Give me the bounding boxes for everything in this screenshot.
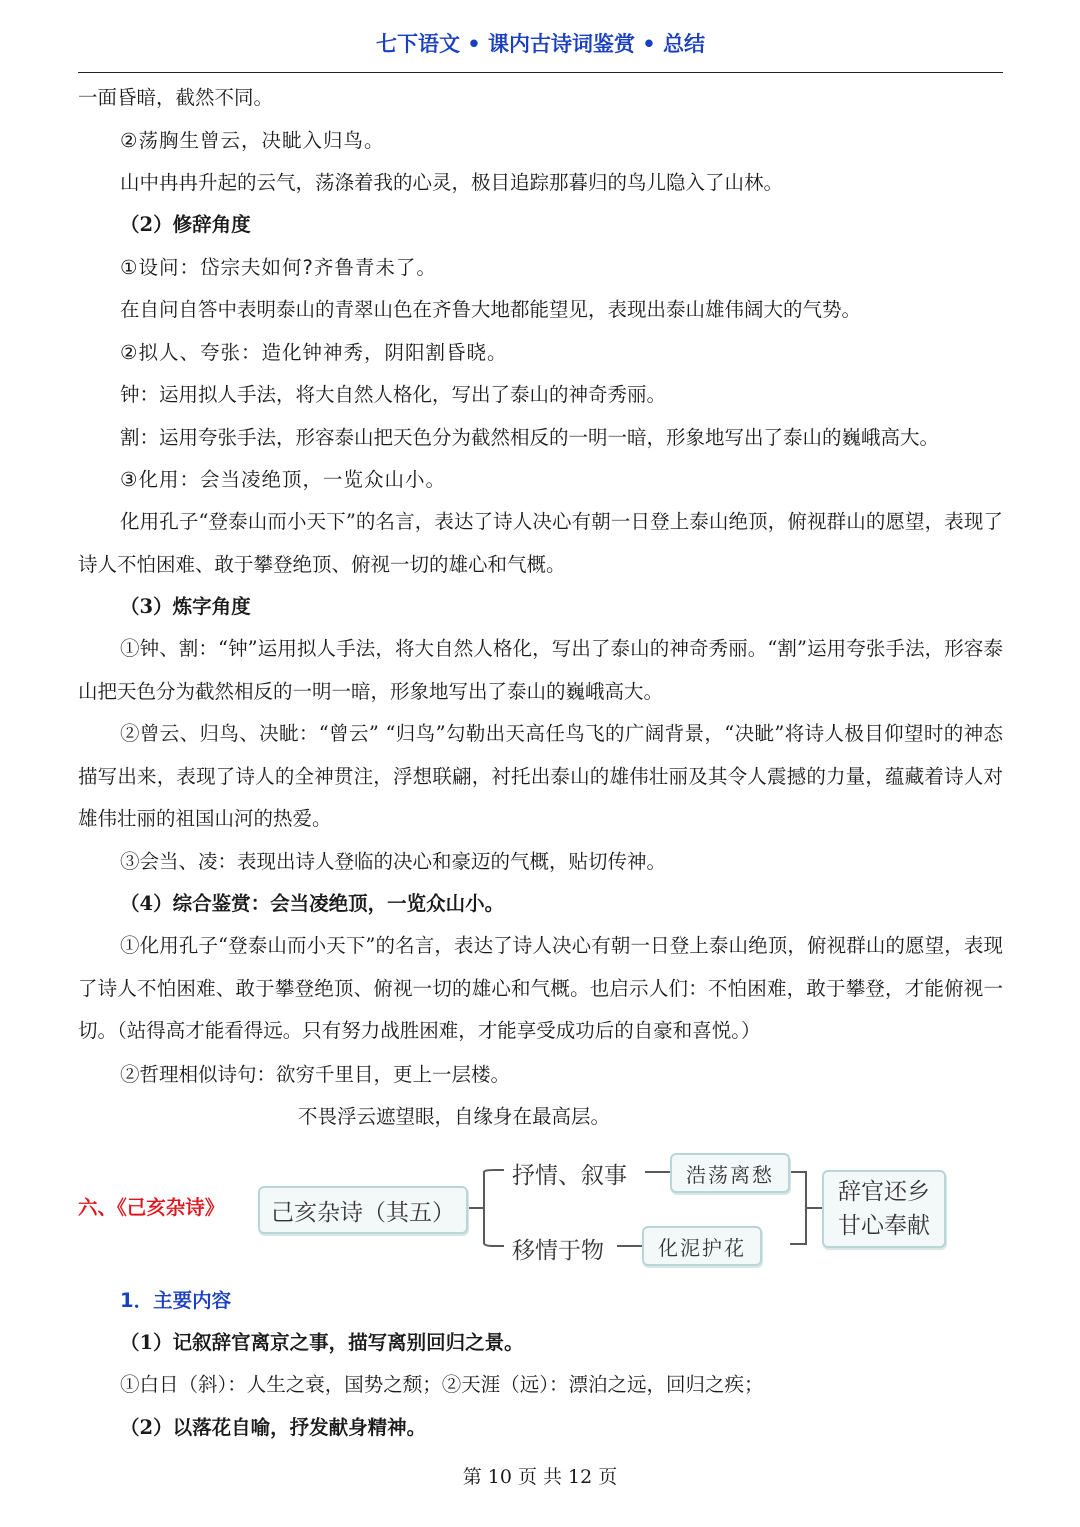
subheading-comprehensive: （4）综合鉴赏：会当凌绝顶，一览众山小。 <box>120 892 505 915</box>
mind-map-branch: 移情于物 <box>512 1238 604 1264</box>
mind-map-center: 己亥杂诗（其五） <box>258 1186 468 1234</box>
text-line: ①白日（斜）：人生之衰，国势之颓；②天涯（远）：漂泊之远，回归之疾； <box>120 1373 764 1396</box>
poem-quote: ②拟人、夸张：造化钟神秀，阴阳割昏晓。 <box>120 341 508 364</box>
mind-map-summary <box>822 1170 946 1248</box>
page-header-title: 七下语文 • 课内古诗词鉴赏 • 总结 <box>375 32 706 56</box>
paragraph: ①化用孔子“登泰山而小天下”的名言，表达了诗人决心有朝一日登上泰山绝顶，俯视群山的愿望，表现了诗人不怕困难、敢于攀登绝顶、俯视一切的雄心和气概。也启示人们：不怕困难，敢于攀登，才能俯视一切。（站得高才能看得远。只有努力战胜困难，才能享受成功后的自豪和喜悦。） <box>78 934 1003 1042</box>
text-line: 山中冉冉升起的云气，荡涤着我的心灵，极目追踪那暮归的鸟儿隐入了山林。 <box>120 171 784 194</box>
subheading-rhetoric: （2）修辞角度 <box>120 213 251 236</box>
section-heading: 六、《己亥杂诗》 <box>78 1196 225 1219</box>
summary-line: 辞官还乡 <box>838 1179 930 1205</box>
poem-quote: ③化用：会当凌绝顶，一览众山小。 <box>120 468 446 491</box>
subheading-word-refining: （3）炼字角度 <box>120 595 251 618</box>
poem-quote: ①设问：岱宗夫如何?齐鲁青未了。 <box>120 256 437 279</box>
text-line: 不畏浮云遮望眼，自缘身在最高层。 <box>298 1105 611 1128</box>
subsection-heading: 1．主要内容 <box>120 1289 232 1312</box>
mind-map-tag: 化泥护花 <box>642 1226 762 1266</box>
summary-line: 甘心奉献 <box>838 1213 930 1239</box>
mind-map <box>0 1150 1080 1270</box>
text-line: ②哲理相似诗句：欲穷千里目，更上一层楼。 <box>120 1063 511 1086</box>
text-line: 在自问自答中表明泰山的青翠山色在齐鲁大地都能望见，表现出泰山雄伟阔大的气势。 <box>120 298 862 321</box>
text-line: 割：运用夸张手法，形容泰山把天色分为截然相反的一明一暗，形象地写出了泰山的巍峨高大。 <box>120 426 940 449</box>
paragraph: 化用孔子“登泰山而小天下”的名言，表达了诗人决心有朝一日登上泰山绝顶，俯视群山的愿望，表现了诗人不怕困难、敢于攀登绝顶、俯视一切的雄心和气概。 <box>78 510 1003 576</box>
text-line: 一面昏暗，截然不同。 <box>78 86 274 109</box>
paragraph: ①钟、割：“钟”运用拟人手法，将大自然人格化，写出了泰山的神奇秀丽。“割”运用夸张手法，形容泰山把天色分为截然相反的一明一暗，形象地写出了泰山的巍峨高大。 <box>78 637 1003 703</box>
content-point: （1）记叙辞官离京之事，描写离别回归之景。 <box>120 1331 524 1354</box>
text-line: 钟：运用拟人手法，将大自然人格化，写出了泰山的神奇秀丽。 <box>120 383 667 406</box>
mind-map-tag: 浩荡离愁 <box>670 1153 790 1193</box>
poem-quote: ②荡胸生曾云，决眦入归鸟。 <box>120 129 385 152</box>
header-divider <box>78 72 1003 73</box>
page-number: 第 10 页 共 12 页 <box>462 1466 618 1488</box>
mind-map-branch: 抒情、叙事 <box>512 1163 627 1189</box>
text-line: ③会当、凌：表现出诗人登临的决心和豪迈的气概，贴切传神。 <box>120 850 667 873</box>
content-point: （2）以落花自喻，抒发献身精神。 <box>120 1416 427 1439</box>
paragraph: ②曾云、归鸟、决眦：“曾云” “归鸟”勾勒出天高任鸟飞的广阔背景，“决眦”将诗人极目仰望时的神态描写出来，表现了诗人的全神贯注，浮想联翩，衬托出泰山的雄伟壮丽及其令人震撼的力量，蕴藏着诗人对雄伟壮丽的祖国山河的热爱。 <box>78 722 1003 830</box>
